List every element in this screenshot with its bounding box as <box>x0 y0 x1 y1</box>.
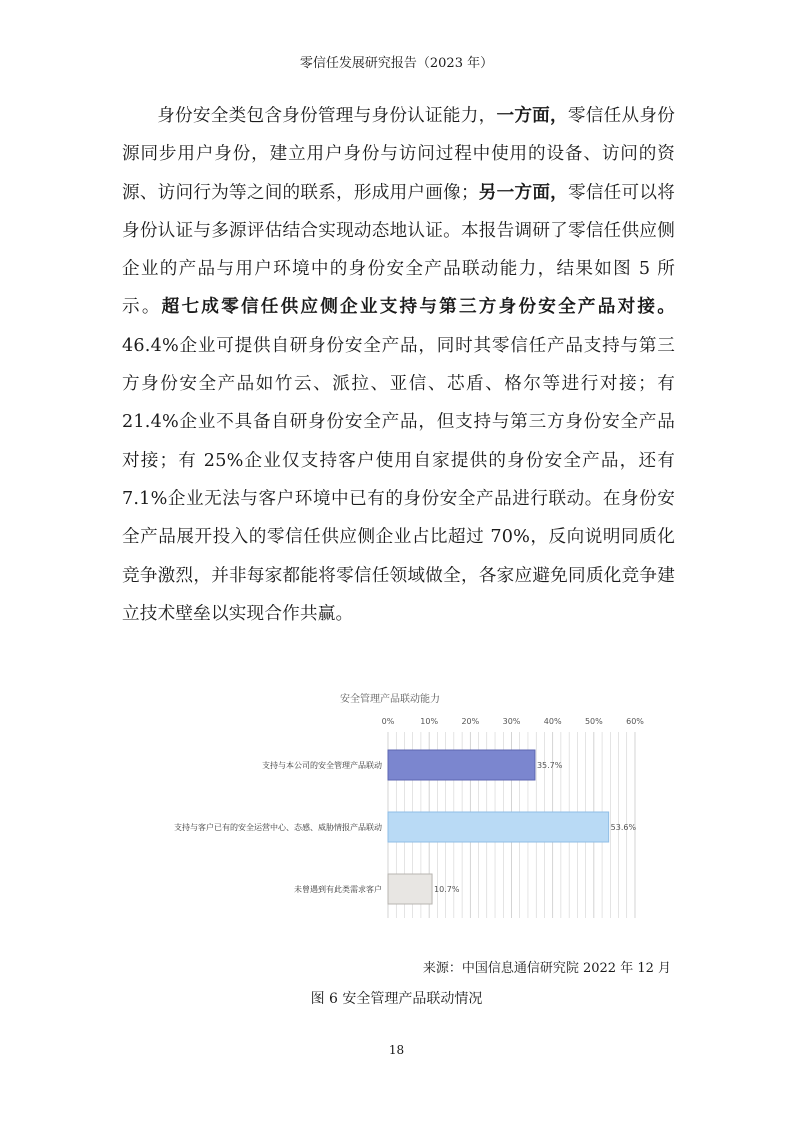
chart <box>174 690 660 930</box>
body-text-seg4: 46.4%企业可提供自研身份安全产品，同时其零信任产品支持与第三方身份安全产品如竹云、派拉、亚信、芯盾、格尔等进行对接；有 21.4%企业不具备自研身份安全产品，但支持与第三方身份安全产品对接；有 25%企业仅支持客户使用自家提供的身份安全产品，还有 7.1%企业无法与客户环境中已有的身份安全产品进行联动。在身份安全产品展开投入的零信任供应侧企业占比超过 70%，反向说明同质化竞争激烈，并非每家都能将零信任领域做全，各家应避免同质化竞争建立技术壁垒以实现合作共赢。 <box>122 335 675 624</box>
body-text-seg1: 身份安全类包含身份管理与身份认证能力， <box>157 106 497 126</box>
x-tick-label: 10% <box>420 717 439 726</box>
body-bold-3: 超七成零信任供应侧企业支持与第三方身份安全产品对接。 <box>161 296 676 318</box>
x-tick-label: 0% <box>381 717 395 726</box>
body-bold-1: 一方面， <box>496 105 568 126</box>
body-text-seg3: 零信任可以将身份认证与多源评估结合实现动态地认证。本报告调研了零信任供应侧企业的产品与用户环境中的身份安全产品联动能力，结果如图 5 所示。 <box>122 182 675 318</box>
bar <box>388 874 432 904</box>
body-bold-2: 另一方面， <box>478 181 568 203</box>
page-number: 18 <box>388 1043 405 1057</box>
category-label: 支持与本公司的安全管理产品联动 <box>262 761 382 770</box>
bar <box>388 812 609 842</box>
x-tick-label: 40% <box>543 717 562 726</box>
body-paragraph <box>122 97 675 633</box>
category-label: 支持与客户已有的安全运营中心、态感、威胁情报产品联动 <box>174 823 382 832</box>
data-label: 10.7% <box>434 885 460 894</box>
bar <box>388 750 535 780</box>
x-tick-label: 50% <box>584 717 603 726</box>
bar-chart-svg <box>174 690 660 930</box>
x-tick-label: 20% <box>461 717 480 726</box>
chart-title: 安全管理产品联动能力 <box>340 694 440 705</box>
body-text-seg2: 零信任从身份源同步用户身份，建立用户身份与访问过程中使用的设备、访问的资源、访问行为等之间的联系，形成用户画像； <box>122 106 675 203</box>
running-header: 零信任发展研究报告（2023 年） <box>299 56 494 71</box>
figure-source: 来源：中国信息通信研究院 2022 年 12 月 <box>422 961 671 976</box>
figure-caption: 图 6 安全管理产品联动情况 <box>310 991 483 1007</box>
data-label: 53.6% <box>610 823 637 832</box>
data-label: 35.7% <box>536 761 563 770</box>
x-tick-label: 60% <box>626 717 644 726</box>
category-label: 未曾遇到有此类需求客户 <box>294 885 382 894</box>
x-tick-label: 30% <box>502 717 521 726</box>
